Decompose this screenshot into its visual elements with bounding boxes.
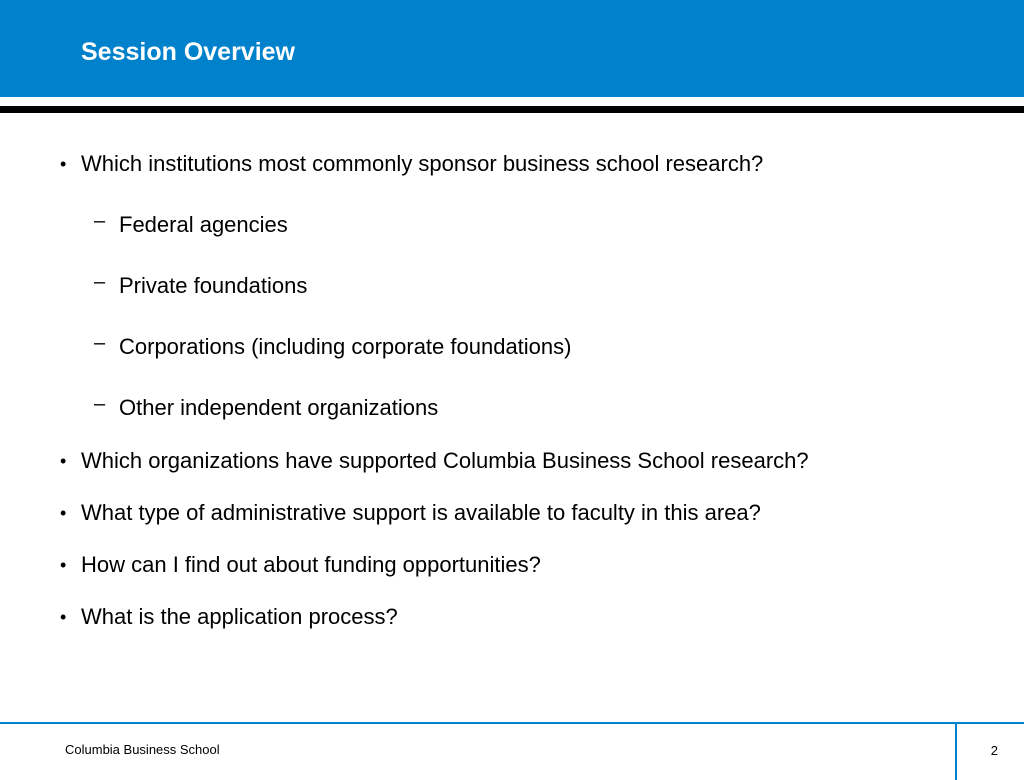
sub-bullet-marker: – xyxy=(94,332,106,354)
sub-bullet-marker: – xyxy=(94,271,106,293)
sub-bullet-marker: – xyxy=(94,210,106,232)
page-number: 2 xyxy=(990,743,998,758)
bullet-marker: • xyxy=(60,154,67,174)
sub-bullet-text: Corporations (including corporate foundations) xyxy=(119,334,572,359)
sub-bullet-marker: – xyxy=(94,393,106,415)
sub-bullet-item xyxy=(94,333,571,361)
sub-bullet-item xyxy=(94,272,307,300)
bullet-text: How can I find out about funding opportunities? xyxy=(81,552,541,577)
bullet-marker: • xyxy=(60,451,67,471)
bullet-item xyxy=(60,551,541,579)
footer-organization: Columbia Business School xyxy=(65,742,220,757)
slide-title: Session Overview xyxy=(81,38,296,66)
sub-bullet-item xyxy=(94,211,288,239)
bullet-text: Which institutions most commonly sponsor business school research? xyxy=(81,151,764,176)
bullet-marker: • xyxy=(60,555,67,575)
bullet-item xyxy=(60,447,809,475)
footer-divider xyxy=(955,724,957,780)
bullet-item xyxy=(60,499,761,527)
bullet-marker: • xyxy=(60,607,67,627)
bullet-text: Which organizations have supported Columbia Business School research? xyxy=(81,448,809,473)
bullet-text: What is the application process? xyxy=(81,604,398,629)
sub-bullet-item xyxy=(94,394,438,422)
bullet-item xyxy=(60,150,763,178)
bullet-marker: • xyxy=(60,503,67,523)
sub-bullet-text: Private foundations xyxy=(119,273,308,298)
bullet-text: What type of administrative support is available to faculty in this area? xyxy=(81,500,761,525)
header-rule xyxy=(0,106,1024,113)
bullet-item xyxy=(60,603,398,631)
header-band xyxy=(0,0,1024,97)
sub-bullet-text: Other independent organizations xyxy=(119,395,439,420)
footer-rule xyxy=(0,722,1024,724)
sub-bullet-text: Federal agencies xyxy=(119,212,288,237)
